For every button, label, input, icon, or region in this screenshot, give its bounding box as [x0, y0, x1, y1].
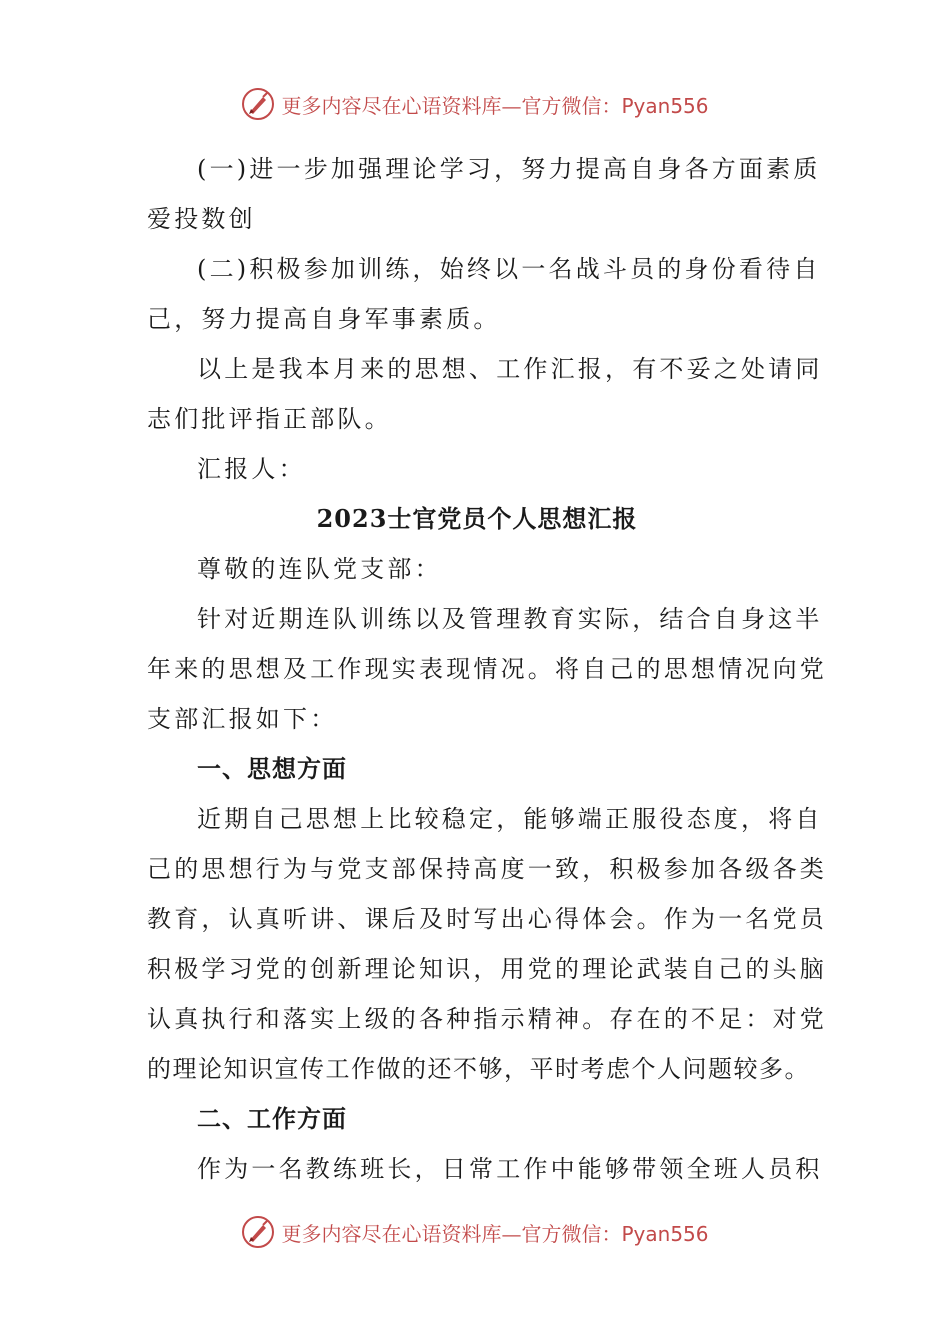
paragraph-line: 己，努力提高自身军事素质。	[147, 305, 501, 333]
paragraph-line: 认真执行和落实上级的各种指示精神。存在的不足：对党	[147, 1005, 827, 1033]
paragraph-line: 的理论知识宣传工作做的还不够，平时考虑个人问题较多。	[147, 1055, 810, 1083]
paragraph-line: 年来的思想及工作现实表现情况。将自己的思想情况向党	[147, 655, 827, 683]
paragraph-line: 积极学习党的创新理论知识，用党的理论武装自己的头脑	[147, 955, 827, 983]
section-heading-thought: 一、思想方面	[197, 754, 347, 783]
reporter-label: 汇报人：	[197, 455, 306, 483]
pen-logo-icon	[241, 1215, 275, 1249]
document-body	[147, 144, 827, 1194]
watermark-banner-top	[0, 84, 950, 124]
paragraph-line: 支部汇报如下：	[147, 705, 338, 733]
paragraph-line: 爱投数创	[147, 205, 256, 233]
paragraph-line: 近期自己思想上比较稳定，能够端正服役态度，将自	[197, 805, 823, 833]
document-title: 2023士官党员个人思想汇报	[316, 504, 638, 533]
watermark-text: 更多内容尽在心语资料库—官方微信：Pyan556	[281, 1221, 709, 1246]
paragraph-line: 以上是我本月来的思想、工作汇报，有不妥之处请同	[197, 355, 823, 383]
paragraph-line: 作为一名教练班长，日常工作中能够带领全班人员积	[197, 1155, 823, 1183]
watermark-text: 更多内容尽在心语资料库—官方微信：Pyan556	[281, 93, 709, 118]
paragraph-line: (一)进一步加强理论学习，努力提高自身各方面素质	[197, 155, 821, 183]
paragraph-line: 己的思想行为与党支部保持高度一致，积极参加各级各类	[147, 855, 827, 883]
paragraph-line: (二)积极参加训练，始终以一名战斗员的身份看待自	[197, 255, 821, 283]
paragraph-line: 针对近期连队训练以及管理教育实际，结合自身这半	[197, 605, 823, 633]
watermark-banner-bottom	[0, 1212, 950, 1252]
section-heading-work: 二、工作方面	[197, 1104, 347, 1133]
paragraph-line: 志们批评指正部队。	[147, 405, 392, 433]
salutation: 尊敬的连队党支部：	[197, 555, 442, 583]
paragraph-line: 教育，认真听讲、课后及时写出心得体会。作为一名党员	[147, 905, 827, 933]
pen-logo-icon	[241, 87, 275, 121]
